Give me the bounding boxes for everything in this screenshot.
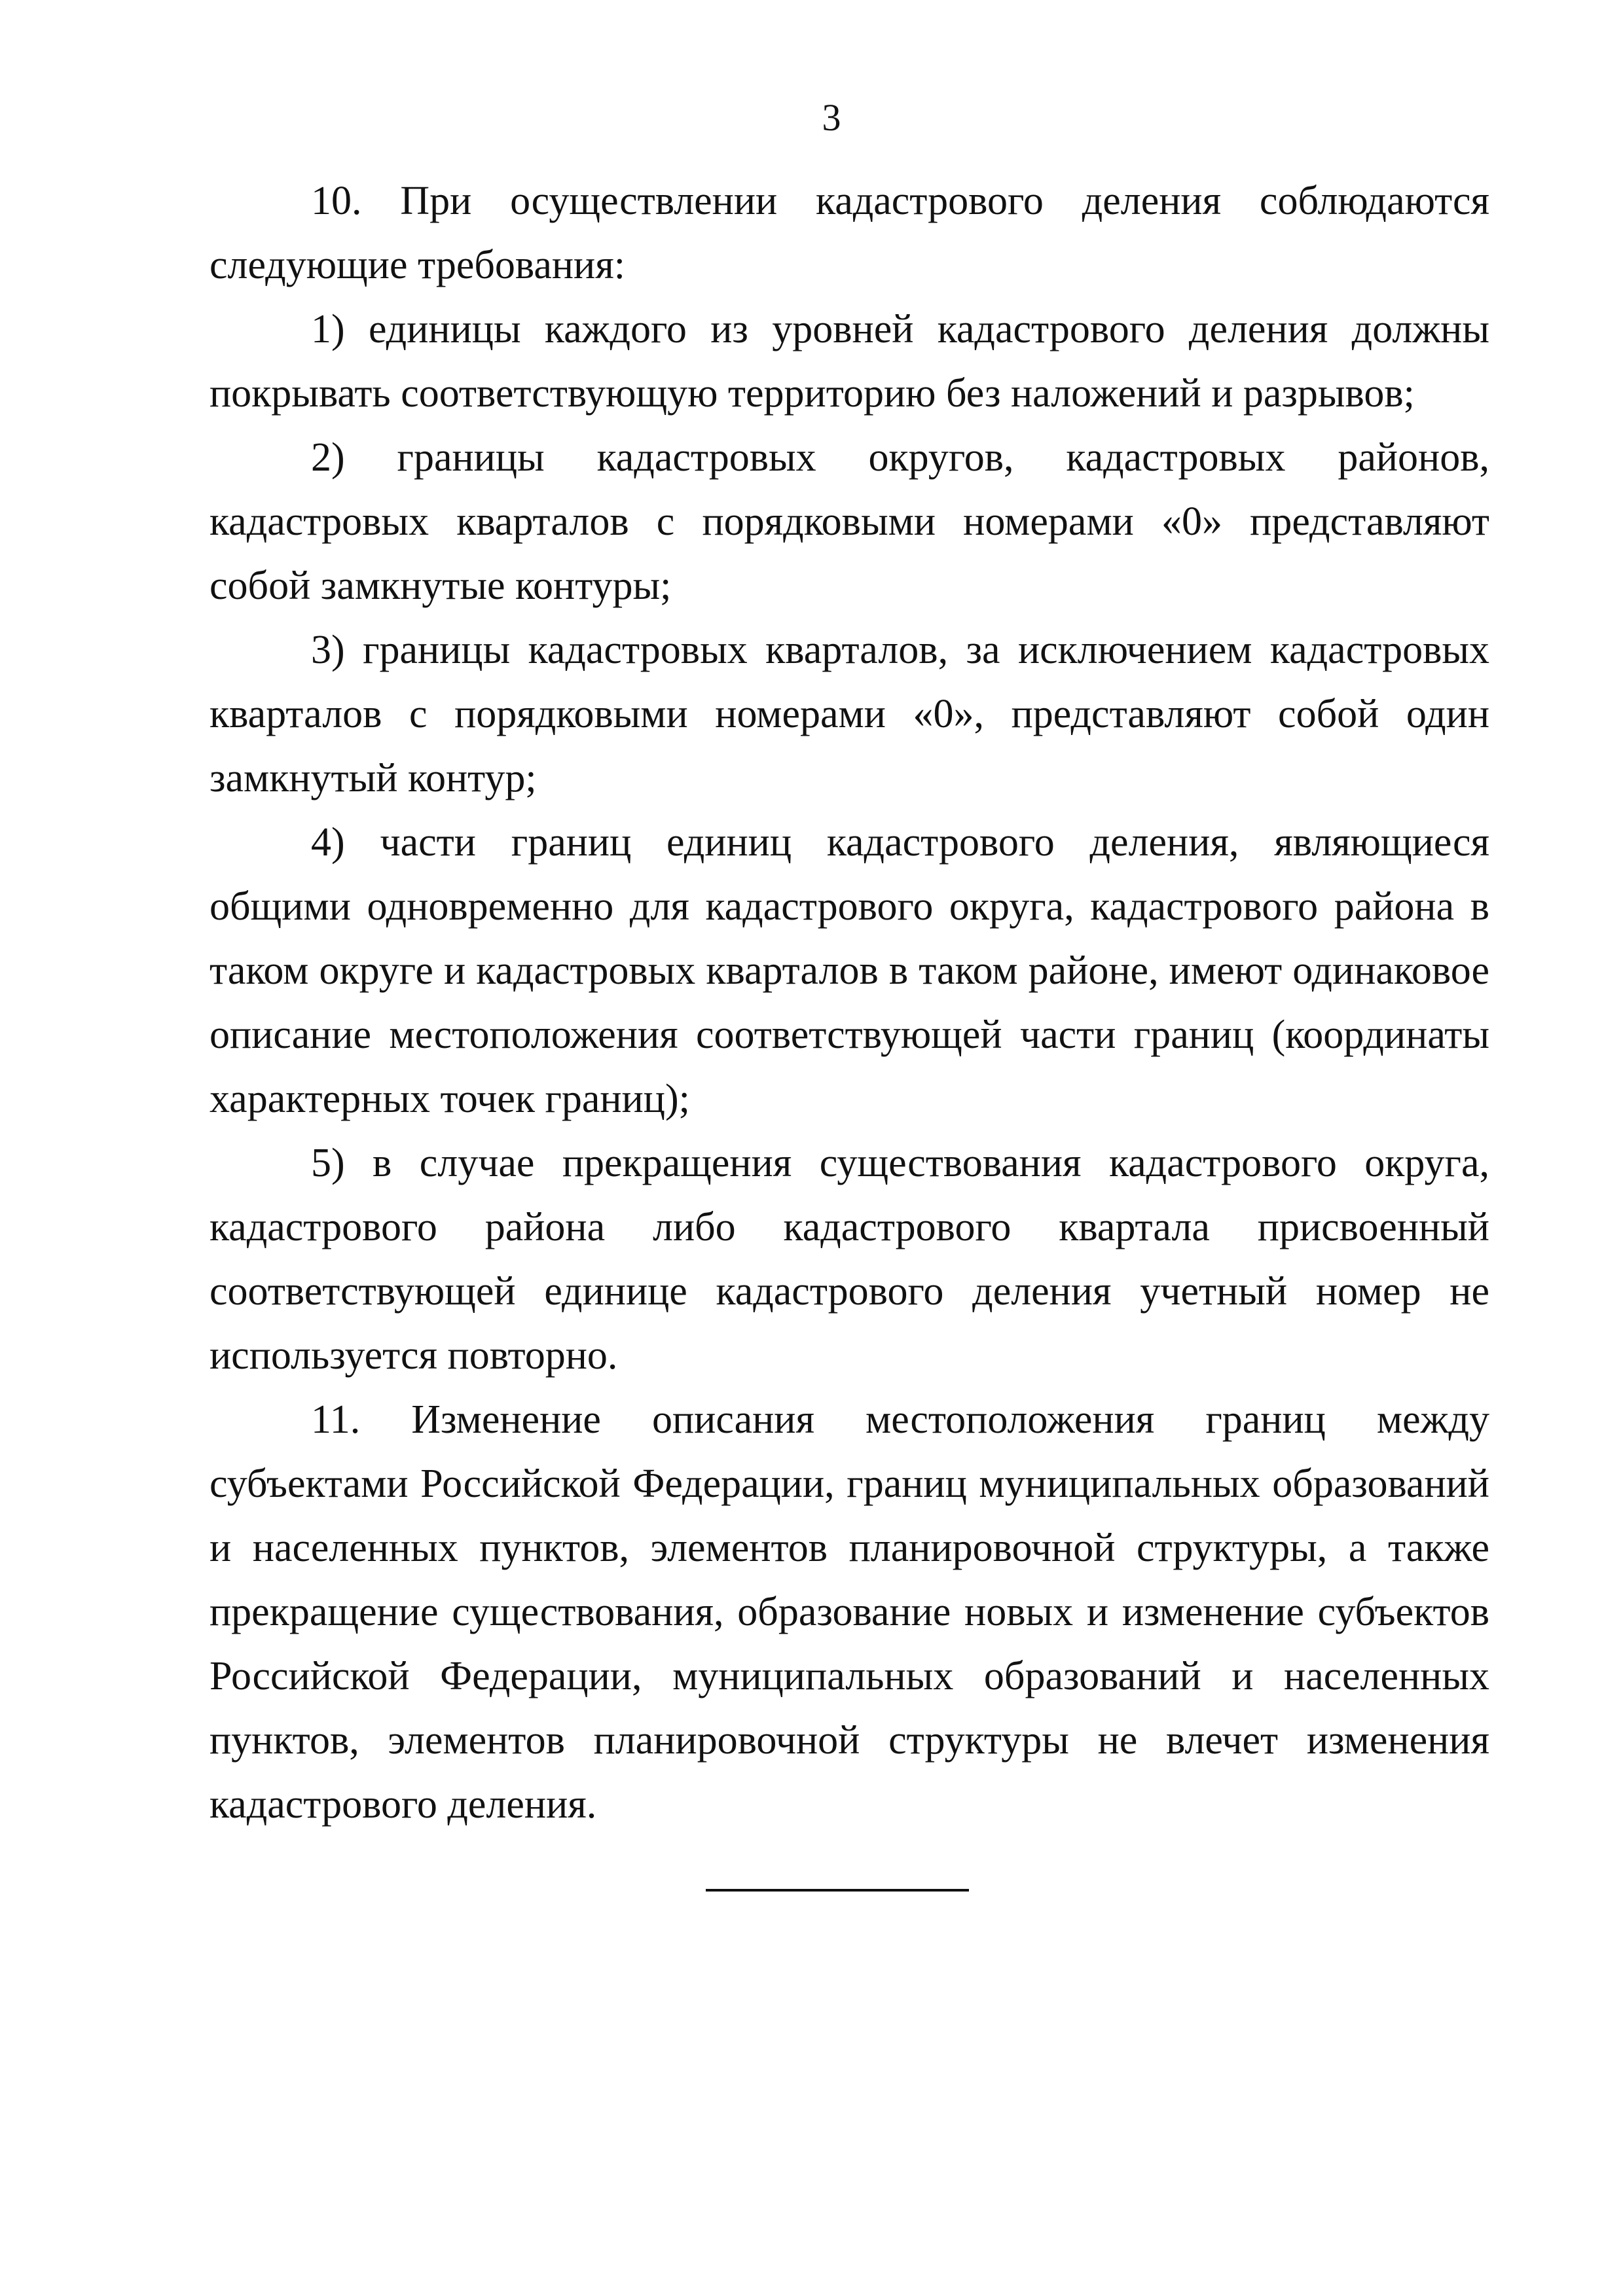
document-body bbox=[210, 169, 1489, 1837]
paragraph-10: 10. При осуществлении кадастрового деления соблюдаются следующие требования: bbox=[210, 179, 1489, 287]
paragraph-10-item-2: 2) границы кадастровых округов, кадастровых районов, кадастровых кварталов с порядковыми номерами «0» представляют собой замкнутые контуры; bbox=[210, 435, 1489, 608]
page-number: 3 bbox=[822, 96, 841, 139]
paragraph-10-item-5: 5) в случае прекращения существования кадастрового округа, кадастрового района либо кадастрового квартала присвоенный соответствующей единице кадастрового деления учетный номер не используется повторно. bbox=[210, 1141, 1489, 1378]
paragraph-10-item-1: 1) единицы каждого из уровней кадастрового деления должны покрывать соответствующую территорию без наложений и разрывов; bbox=[210, 307, 1489, 416]
paragraph-10-item-3: 3) границы кадастровых кварталов, за исключением кадастровых кварталов с порядковыми номерами «0», представляют собой один замкнутый контур; bbox=[210, 628, 1489, 800]
end-rule bbox=[706, 1889, 969, 1892]
paragraph-10-item-4: 4) части границ единиц кадастрового деления, являющиеся общими одновременно для кадастрового округа, кадастрового района в таком округе и кадастровых кварталов в таком районе, имеют одинаковое описание местоположения соответствующей части границ (координаты характерных точек границ); bbox=[210, 820, 1489, 1121]
paragraph-11: 11. Изменение описания местоположения границ между субъектами Российской Федерации, границ муниципальных образований и населенных пунктов, элементов планировочной структуры, а также прекращение существования, образование новых и изменение субъектов Российской Федерации, муниципальных образований и населенных пунктов, элементов планировочной структуры не влечет изменения кадастрового деления. bbox=[210, 1397, 1489, 1827]
